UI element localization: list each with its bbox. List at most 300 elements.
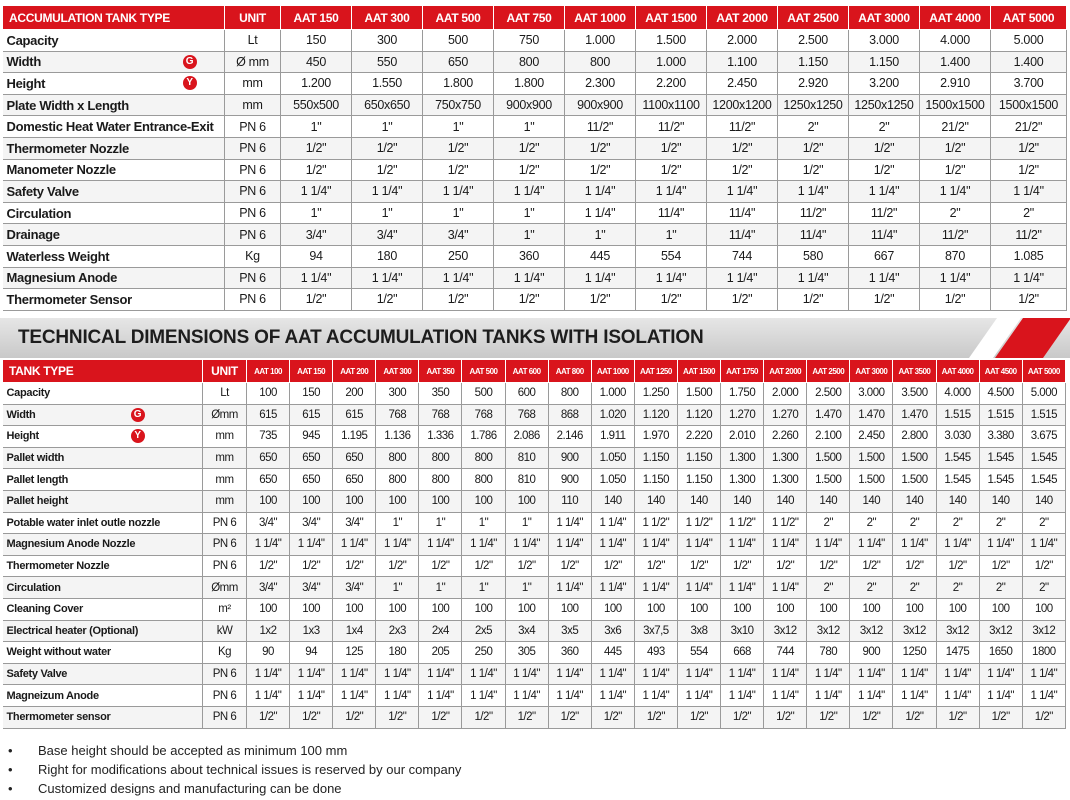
model-header: AAT 350 — [419, 360, 462, 383]
value-cell: 1" — [419, 577, 462, 599]
value-cell: 1475 — [936, 642, 979, 664]
value-cell: 1 1/4" — [247, 685, 290, 707]
value-cell: 5.000 — [991, 30, 1067, 52]
value-cell: 1/2" — [352, 137, 423, 159]
value-cell: 3x5 — [548, 620, 591, 642]
value-cell: 100 — [462, 598, 505, 620]
value-cell: 900x900 — [494, 94, 565, 116]
value-cell: 1 1/4" — [494, 267, 565, 289]
value-cell: 1 1/4" — [677, 577, 720, 599]
value-cell: 140 — [677, 490, 720, 512]
value-cell: 1 1/4" — [764, 685, 807, 707]
accumulation-table-header — [3, 6, 1067, 30]
value-cell: 200 — [333, 383, 376, 405]
row-label-text: Cleaning Cover — [6, 603, 83, 616]
row-label — [3, 534, 203, 556]
value-cell: 900x900 — [565, 94, 636, 116]
value-cell: 3/4" — [247, 512, 290, 534]
value-cell: 1" — [505, 512, 548, 534]
unit-cell: mm — [225, 73, 281, 95]
value-cell: 1/2" — [333, 706, 376, 728]
model-header: AAT 3000 — [850, 360, 893, 383]
value-cell: 1" — [462, 577, 505, 599]
value-cell: 2.500 — [807, 383, 850, 405]
value-cell: 1 1/4" — [281, 267, 352, 289]
value-cell: 1 1/4" — [591, 512, 634, 534]
value-cell: 1/2" — [677, 706, 720, 728]
model-header: AAT 1500 — [677, 360, 720, 383]
value-cell: 4.000 — [936, 383, 979, 405]
value-cell: 1" — [352, 116, 423, 138]
value-cell: 750x750 — [423, 94, 494, 116]
value-cell: 1 1/4" — [850, 685, 893, 707]
value-cell: 1/2" — [352, 289, 423, 311]
value-cell: 1.500 — [850, 447, 893, 469]
value-cell: 1 1/2" — [721, 512, 764, 534]
value-cell: 90 — [247, 642, 290, 664]
width-marker-icon: G — [131, 408, 145, 422]
table-row — [3, 94, 1067, 116]
value-cell: 1 1/4" — [936, 534, 979, 556]
value-cell: 1 1/4" — [591, 577, 634, 599]
value-cell: 1.136 — [376, 426, 419, 448]
row-label-text: Waterless Weight — [6, 248, 110, 264]
value-cell: 1" — [352, 202, 423, 224]
value-cell: 1/2" — [849, 289, 920, 311]
value-cell: 100 — [247, 598, 290, 620]
value-cell: 1.550 — [352, 73, 423, 95]
value-cell: 1 1/4" — [778, 267, 849, 289]
value-cell: 1/2" — [850, 555, 893, 577]
bullet-icon: • — [8, 762, 13, 777]
unit-cell: Lt — [203, 383, 247, 405]
value-cell: 2" — [991, 202, 1067, 224]
value-cell: 100 — [591, 598, 634, 620]
value-cell: 2" — [979, 577, 1022, 599]
value-cell: 1/2" — [991, 289, 1067, 311]
model-header: AAT 800 — [548, 360, 591, 383]
row-label — [3, 202, 225, 224]
value-cell: 1/2" — [419, 706, 462, 728]
value-cell: 100 — [462, 490, 505, 512]
value-cell: 11/2" — [778, 202, 849, 224]
value-cell: 1.085 — [991, 245, 1067, 267]
value-cell: 250 — [462, 642, 505, 664]
value-cell: 1 1/4" — [352, 181, 423, 203]
value-cell: 1/2" — [462, 706, 505, 728]
value-cell: 1.786 — [462, 426, 505, 448]
value-cell: 1.500 — [850, 469, 893, 491]
row-label — [3, 30, 225, 52]
value-cell: 1800 — [1022, 642, 1065, 664]
value-cell: 1.515 — [1022, 404, 1065, 426]
value-cell: 1/2" — [591, 555, 634, 577]
value-cell: 125 — [333, 642, 376, 664]
value-cell: 2.920 — [778, 73, 849, 95]
value-cell: 1100x1100 — [636, 94, 707, 116]
section-title-band — [0, 318, 1070, 358]
row-label-text: Pallet height — [6, 495, 68, 508]
value-cell: 1/2" — [936, 706, 979, 728]
row-label — [3, 245, 225, 267]
value-cell: 2.500 — [778, 30, 849, 52]
value-cell: 3.000 — [850, 383, 893, 405]
value-cell: 1.200 — [281, 73, 352, 95]
value-cell: 1/2" — [764, 706, 807, 728]
value-cell: 650 — [290, 469, 333, 491]
value-cell: 1/2" — [634, 706, 677, 728]
value-cell: 800 — [376, 469, 419, 491]
value-cell: 1.270 — [764, 404, 807, 426]
value-cell: 650 — [333, 469, 376, 491]
value-cell: 360 — [494, 245, 565, 267]
value-cell: 1.750 — [721, 383, 764, 405]
value-cell: 1.300 — [764, 447, 807, 469]
value-cell: 3/4" — [247, 577, 290, 599]
row-label-text: Thermometer Nozzle — [6, 560, 110, 573]
value-cell: 1500x1500 — [991, 94, 1067, 116]
value-cell: 11/4" — [707, 224, 778, 246]
value-cell: 800 — [565, 51, 636, 73]
unit-cell: PN 6 — [203, 512, 247, 534]
table-row — [3, 685, 1066, 707]
value-cell: 744 — [764, 642, 807, 664]
value-cell: 1 1/4" — [591, 663, 634, 685]
value-cell: 2" — [807, 512, 850, 534]
value-cell: 3.675 — [1022, 426, 1065, 448]
value-cell: 667 — [849, 245, 920, 267]
value-cell: 100 — [419, 598, 462, 620]
value-cell: 1/2" — [721, 706, 764, 728]
row-label-text: Pallet length — [6, 473, 68, 486]
value-cell: 100 — [721, 598, 764, 620]
value-cell: 1" — [281, 116, 352, 138]
row-label-text: Thermometer Nozzle — [6, 140, 129, 156]
value-cell: 21/2" — [991, 116, 1067, 138]
row-label-text: Capacity — [6, 387, 50, 400]
value-cell: 1" — [636, 224, 707, 246]
table-row — [3, 224, 1067, 246]
value-cell: 1 1/4" — [565, 181, 636, 203]
model-header: AAT 200 — [333, 360, 376, 383]
value-cell: 500 — [462, 383, 505, 405]
table-row — [3, 469, 1066, 491]
isolation-table-body — [3, 383, 1066, 729]
value-cell: 3.500 — [893, 383, 936, 405]
value-cell: 1 1/4" — [707, 181, 778, 203]
value-cell: 350 — [419, 383, 462, 405]
table-row — [3, 404, 1066, 426]
value-cell: 1 1/4" — [419, 685, 462, 707]
value-cell: 1.150 — [634, 447, 677, 469]
value-cell: 1.545 — [979, 447, 1022, 469]
row-label — [3, 663, 203, 685]
value-cell: 1.050 — [591, 469, 634, 491]
model-header: AAT 3500 — [893, 360, 936, 383]
value-cell: 1 1/4" — [920, 181, 991, 203]
value-cell: 1.545 — [979, 469, 1022, 491]
value-cell: 1" — [494, 202, 565, 224]
value-cell: 100 — [247, 490, 290, 512]
unit-cell: kW — [203, 620, 247, 642]
table-row — [3, 73, 1067, 95]
value-cell: 3x12 — [764, 620, 807, 642]
unit-cell: Kg — [225, 245, 281, 267]
value-cell: 300 — [352, 30, 423, 52]
value-cell: 650 — [423, 51, 494, 73]
value-cell: 1 1/4" — [991, 267, 1067, 289]
model-header: AAT 300 — [352, 6, 423, 30]
value-cell: 1.545 — [936, 469, 979, 491]
accumulation-tank-table — [2, 5, 1067, 311]
table-row — [3, 598, 1066, 620]
row-label-text: Capacity — [6, 32, 59, 48]
value-cell: 1" — [423, 116, 494, 138]
row-label-text: Plate Width x Length — [6, 97, 129, 113]
row-label — [3, 447, 203, 469]
value-cell: 1 1/4" — [636, 181, 707, 203]
value-cell: 1 1/4" — [565, 267, 636, 289]
value-cell: 1 1/4" — [290, 534, 333, 556]
value-cell: 580 — [778, 245, 849, 267]
table-row — [3, 181, 1067, 203]
value-cell: 1.000 — [565, 30, 636, 52]
value-cell: 1 1/4" — [807, 685, 850, 707]
value-cell: 1.020 — [591, 404, 634, 426]
value-cell: 1.470 — [893, 404, 936, 426]
model-header: AAT 150 — [281, 6, 352, 30]
unit-cell: PN 6 — [203, 534, 247, 556]
value-cell: 3/4" — [290, 577, 333, 599]
value-cell: 1/2" — [677, 555, 720, 577]
value-cell: 2.000 — [764, 383, 807, 405]
value-cell: 3/4" — [290, 512, 333, 534]
value-cell: 2" — [807, 577, 850, 599]
table-row — [3, 202, 1067, 224]
value-cell: 1 1/4" — [423, 267, 494, 289]
value-cell: 4.500 — [979, 383, 1022, 405]
value-cell: 100 — [333, 598, 376, 620]
value-cell: 1/2" — [376, 706, 419, 728]
value-cell: 250 — [423, 245, 494, 267]
value-cell: 1 1/4" — [591, 685, 634, 707]
value-cell: 1 1/4" — [778, 181, 849, 203]
row-label-text: Thermometer Sensor — [6, 291, 132, 307]
value-cell: 1/2" — [707, 159, 778, 181]
value-cell: 1 1/4" — [548, 663, 591, 685]
value-cell: 1/2" — [893, 706, 936, 728]
value-cell: 3/4" — [281, 224, 352, 246]
model-header: AAT 1500 — [636, 6, 707, 30]
value-cell: 1 1/4" — [494, 181, 565, 203]
value-cell: 735 — [247, 426, 290, 448]
value-cell: 768 — [419, 404, 462, 426]
value-cell: 11/2" — [920, 224, 991, 246]
value-cell: 2" — [936, 577, 979, 599]
value-cell: 1.515 — [936, 404, 979, 426]
value-cell: 1 1/4" — [505, 534, 548, 556]
value-cell: 140 — [850, 490, 893, 512]
value-cell: 140 — [893, 490, 936, 512]
unit-cell: PN 6 — [225, 224, 281, 246]
value-cell: 3x7,5 — [634, 620, 677, 642]
isolation-table-header — [3, 360, 1066, 383]
value-cell: 100 — [1022, 598, 1065, 620]
value-cell: 1/2" — [991, 159, 1067, 181]
value-cell: 100 — [979, 598, 1022, 620]
note-text: Right for modifications about technical issues is reserved by our company — [38, 762, 462, 777]
model-header: AAT 750 — [494, 6, 565, 30]
value-cell: 2.260 — [764, 426, 807, 448]
value-cell: 2" — [920, 202, 991, 224]
value-cell: 550 — [352, 51, 423, 73]
value-cell: 1/2" — [290, 555, 333, 577]
value-cell: 1 1/4" — [548, 512, 591, 534]
value-cell: 1250 — [893, 642, 936, 664]
value-cell: 100 — [290, 490, 333, 512]
model-header: AAT 150 — [290, 360, 333, 383]
value-cell: 800 — [376, 447, 419, 469]
value-cell: 780 — [807, 642, 850, 664]
value-cell: 3x12 — [893, 620, 936, 642]
value-cell: 1 1/4" — [462, 685, 505, 707]
value-cell: 2.100 — [807, 426, 850, 448]
value-cell: 2" — [850, 512, 893, 534]
value-cell: 615 — [333, 404, 376, 426]
value-cell: 1.400 — [991, 51, 1067, 73]
value-cell: 1/2" — [376, 555, 419, 577]
value-cell: 1 1/4" — [419, 534, 462, 556]
value-cell: 1 1/4" — [920, 267, 991, 289]
value-cell: 11/4" — [636, 202, 707, 224]
model-header: AAT 500 — [423, 6, 494, 30]
value-cell: 140 — [807, 490, 850, 512]
table-row — [3, 51, 1067, 73]
value-cell: 3x4 — [505, 620, 548, 642]
value-cell: 1/2" — [636, 159, 707, 181]
table-row — [3, 663, 1066, 685]
value-cell: 1 1/4" — [764, 534, 807, 556]
value-cell: 1/2" — [494, 137, 565, 159]
value-cell: 3/4" — [333, 512, 376, 534]
value-cell: 11/4" — [849, 224, 920, 246]
value-cell: 650 — [247, 447, 290, 469]
value-cell: 1.270 — [721, 404, 764, 426]
value-cell: 3x12 — [850, 620, 893, 642]
unit-cell: PN 6 — [225, 289, 281, 311]
value-cell: 1/2" — [423, 289, 494, 311]
value-cell: 100 — [850, 598, 893, 620]
unit-cell: mm — [203, 490, 247, 512]
value-cell: 1/2" — [591, 706, 634, 728]
value-cell: 1 1/4" — [807, 663, 850, 685]
value-cell: 2x4 — [419, 620, 462, 642]
value-cell: 1/2" — [281, 159, 352, 181]
unit-cell: mm — [203, 469, 247, 491]
notes-list — [8, 741, 461, 798]
row-label — [3, 490, 203, 512]
value-cell: 3x6 — [591, 620, 634, 642]
model-header: AAT 300 — [376, 360, 419, 383]
value-cell: 1 1/4" — [548, 685, 591, 707]
value-cell: 1.800 — [494, 73, 565, 95]
model-header: AAT 4000 — [936, 360, 979, 383]
value-cell: 768 — [505, 404, 548, 426]
table-row — [3, 159, 1067, 181]
value-cell: 1.500 — [893, 447, 936, 469]
model-header: AAT 3000 — [849, 6, 920, 30]
row-label-text: Circulation — [6, 205, 72, 221]
value-cell: 1/2" — [281, 137, 352, 159]
value-cell: 1/2" — [849, 137, 920, 159]
value-cell: 2" — [893, 512, 936, 534]
value-cell: 500 — [423, 30, 494, 52]
model-header: AAT 600 — [505, 360, 548, 383]
table-row — [3, 289, 1067, 311]
value-cell: 1.911 — [591, 426, 634, 448]
value-cell: 150 — [281, 30, 352, 52]
value-cell: 94 — [290, 642, 333, 664]
row-label — [3, 267, 225, 289]
note-text: Base height should be accepted as minimum 100 mm — [38, 743, 348, 758]
value-cell: 1 1/4" — [352, 267, 423, 289]
value-cell: 615 — [247, 404, 290, 426]
row-label — [3, 469, 203, 491]
value-cell: 150 — [290, 383, 333, 405]
value-cell: 3x8 — [677, 620, 720, 642]
value-cell: 11/2" — [636, 116, 707, 138]
value-cell: 1 1/4" — [979, 685, 1022, 707]
value-cell: 1/2" — [807, 706, 850, 728]
isolation-tank-table — [2, 359, 1066, 729]
value-cell: 800 — [419, 447, 462, 469]
value-cell: 1/2" — [290, 706, 333, 728]
value-cell: 1 1/4" — [893, 663, 936, 685]
row-label — [3, 706, 203, 728]
model-header: AAT 5000 — [1022, 360, 1065, 383]
section-title: TECHNICAL DIMENSIONS OF AAT ACCUMULATION TANKS WITH ISOLATION — [18, 327, 704, 348]
value-cell: 810 — [505, 469, 548, 491]
value-cell: 1 1/4" — [636, 267, 707, 289]
value-cell: 1/2" — [850, 706, 893, 728]
value-cell: 2.300 — [565, 73, 636, 95]
value-cell: 1.000 — [591, 383, 634, 405]
row-label — [3, 116, 225, 138]
unit-cell: PN 6 — [203, 685, 247, 707]
value-cell: 450 — [281, 51, 352, 73]
table-row — [3, 642, 1066, 664]
value-cell: 3.700 — [991, 73, 1067, 95]
value-cell: 1 1/4" — [936, 663, 979, 685]
value-cell: 945 — [290, 426, 333, 448]
value-cell: 3.030 — [936, 426, 979, 448]
height-marker-icon: Y — [131, 429, 145, 443]
value-cell: 1 1/4" — [376, 685, 419, 707]
value-cell: 3.200 — [849, 73, 920, 95]
value-cell: 1/2" — [636, 137, 707, 159]
unit-cell: PN 6 — [203, 663, 247, 685]
value-cell: 750 — [494, 30, 565, 52]
unit-cell: Lt — [225, 30, 281, 52]
value-cell: 1.400 — [920, 51, 991, 73]
table-row — [3, 706, 1066, 728]
value-cell: 1/2" — [505, 706, 548, 728]
value-cell: 3x10 — [721, 620, 764, 642]
value-cell: 1 1/4" — [548, 577, 591, 599]
unit-cell: Ømm — [203, 577, 247, 599]
value-cell: 650 — [247, 469, 290, 491]
value-cell: 2" — [850, 577, 893, 599]
